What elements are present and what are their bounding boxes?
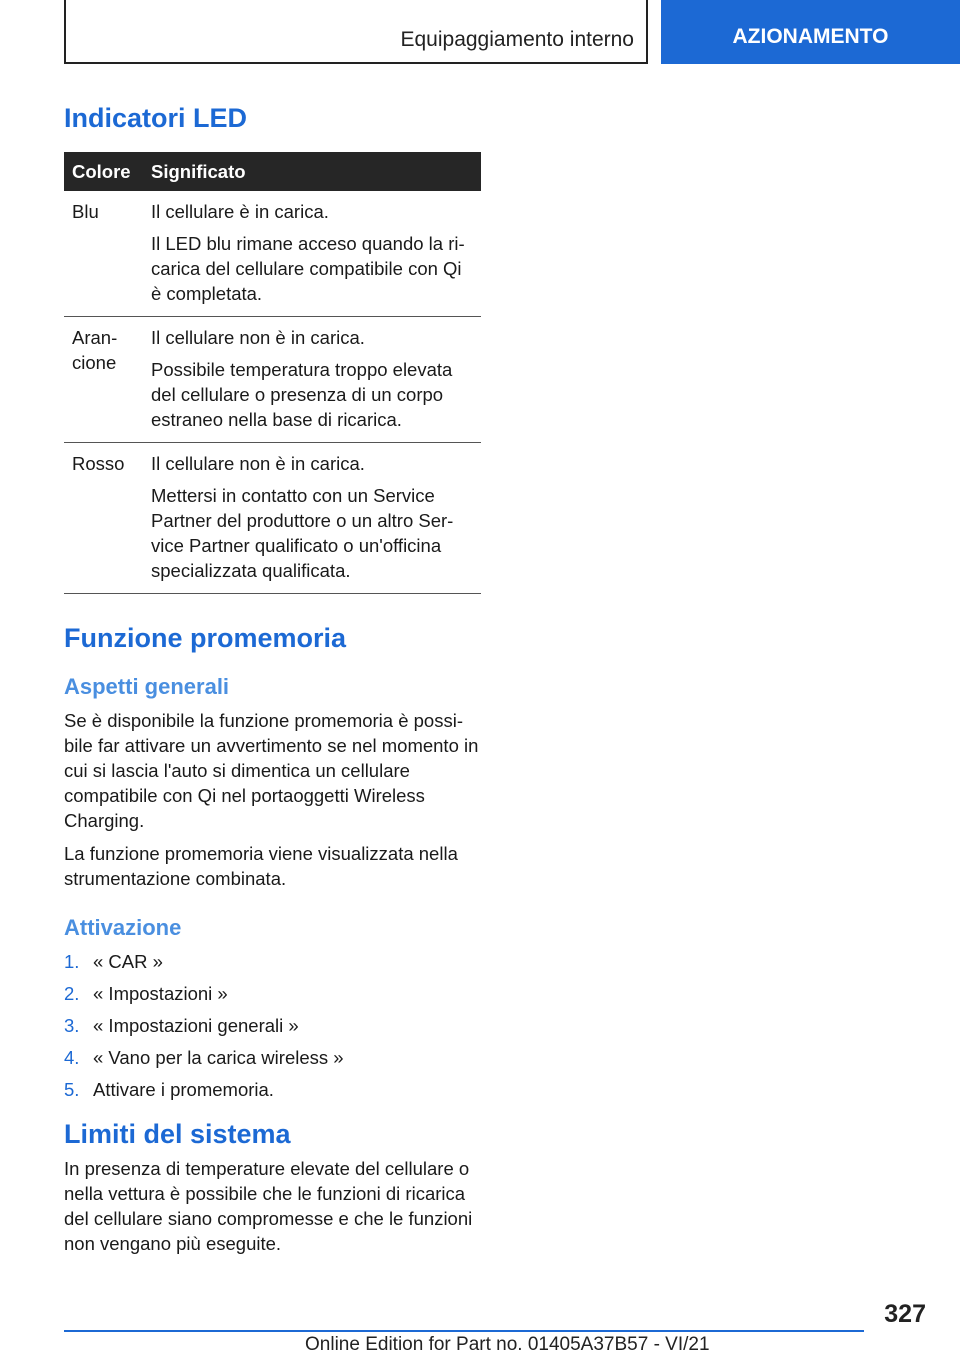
page-number: 327 [884,1300,926,1328]
edition-footer: Online Edition for Part no. 01405A37B57 - VI/21 [305,1334,710,1355]
table-cell-color: Rosso [64,443,143,594]
table-row [64,317,481,443]
step-number: 4. [64,1047,80,1068]
activation-subheading: Attivazione [64,915,182,940]
list-item [64,1013,481,1038]
meaning-line: Possibile temperatura troppo elevata del cellulare o presenza di un corpo estraneo nella base di ricarica. [151,359,453,430]
table-cell-meaning [143,443,481,594]
step-number: 1. [64,951,80,972]
step-text: « Impostazioni generali » [93,1015,299,1036]
table-cell-color: Arancione [64,317,143,443]
meaning-line: Il LED blu rimane acceso quando la ricarica del cellulare compatibile con Qi è completata. [151,233,465,304]
meaning-line: Mettersi in contatto con un Service Partner del produttore o un altro Service Partner qualificato o un'officina specializzata qualificata. [151,485,454,581]
step-text: « Impostazioni » [93,983,228,1004]
table-row [64,191,481,317]
step-number: 2. [64,983,80,1004]
header-section-title: Equipaggiamento interno [400,28,634,51]
step-text: « Vano per la carica wireless » [93,1047,344,1068]
general-subheading: Aspetti generali [64,674,230,699]
general-paragraph-1: Se è disponibile la funzione promemoria è possibile far attivare un avvertimento se nel momento in cui si lascia l'auto si dimentica un cellulare compatibile con Qi nel portaoggetti Wireless Charging. [64,710,479,831]
table-cell-meaning [143,191,481,317]
meaning-line: Il cellulare non è in carica. [151,327,365,348]
led-indicators-heading: Indicatori LED [64,103,248,133]
limits-heading: Limiti del sistema [64,1119,291,1149]
step-number: 5. [64,1079,80,1100]
table-header-color: Colore [64,152,143,191]
meaning-line: Il cellulare è in carica. [151,201,329,222]
table-cell-meaning [143,317,481,443]
table-row [64,443,481,594]
led-table [64,152,481,594]
list-item [64,981,481,1006]
list-item [64,949,481,974]
footer-divider [64,1330,864,1332]
general-paragraph-2: La funzione promemoria viene visualizzata nella strumentazione combinata. [64,843,458,889]
limits-paragraph: In presenza di temperature elevate del cellulare o nella vettura è possibile che le funzioni di ricarica del cellulare siano compromesse e che le funzioni non vengano più eseguite. [64,1158,473,1254]
table-cell-color: Blu [64,191,143,317]
header-chapter-tab: AZIONAMENTO [661,0,960,64]
table-header-meaning: Significato [143,152,481,191]
list-item [64,1077,481,1102]
step-number: 3. [64,1015,80,1036]
step-text: Attivare i promemoria. [93,1079,274,1100]
activation-steps [64,949,481,1102]
page-content [64,100,481,1264]
table-header-row [64,152,481,191]
list-item [64,1045,481,1070]
reminder-heading: Funzione promemoria [64,623,347,653]
meaning-line: Il cellulare non è in carica. [151,453,365,474]
step-text: « CAR » [93,951,163,972]
